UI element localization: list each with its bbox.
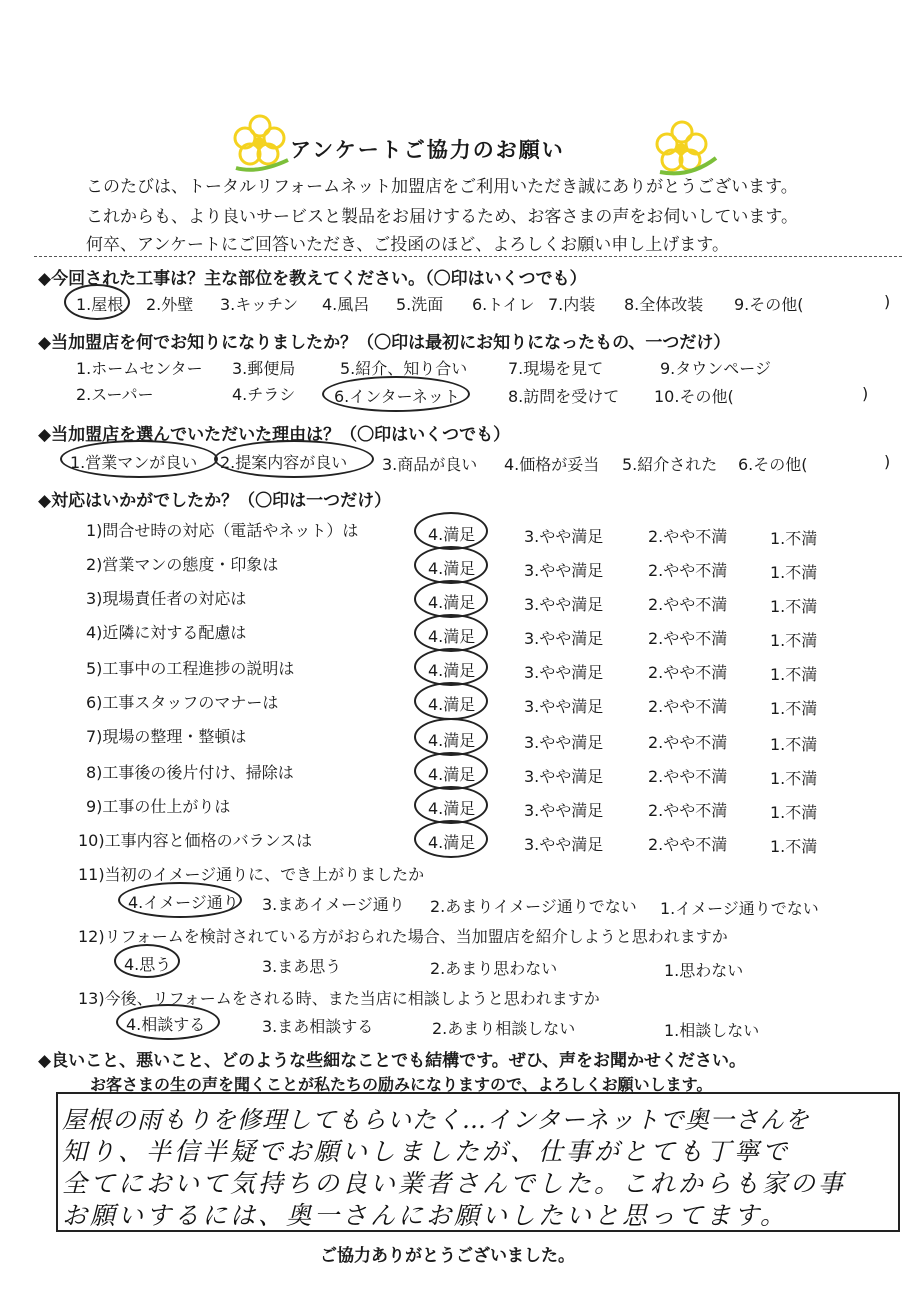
option-not-really[interactable]: 2.あまり思わない <box>430 959 558 978</box>
thanks-message: ご協力ありがとうございました。 <box>320 1246 575 1266</box>
option-unsatisfied[interactable]: 1.不満 <box>770 529 818 548</box>
option-unlikely-consult[interactable]: 2.あまり相談しない <box>432 1019 576 1038</box>
option-unsatisfied[interactable]: 1.不満 <box>770 837 818 856</box>
option-satisfied[interactable]: 4.満足 <box>428 661 476 680</box>
option-full-renovation[interactable]: 8.全体改装 <box>624 295 704 314</box>
paren-close: ) <box>884 452 891 471</box>
option-satisfied[interactable]: 4.満足 <box>428 627 476 646</box>
option-exterior-wall[interactable]: 2.外壁 <box>146 295 194 314</box>
option-somewhat-unsatisfied[interactable]: 2.やや不満 <box>648 697 728 716</box>
option-good-product[interactable]: 3.商品が良い <box>382 455 478 474</box>
question-expectation: 11)当初のイメージ通りに、でき上がりましたか <box>78 865 425 884</box>
option-flyer[interactable]: 4.チラシ <box>232 385 296 404</box>
option-supermarket[interactable]: 2.スーパー <box>76 385 154 404</box>
option-wont-consult[interactable]: 1.相談しない <box>664 1021 760 1040</box>
option-satisfied[interactable]: 4.満足 <box>428 559 476 578</box>
question-consult-again: 13)今後、リフォームをされる時、また当店に相談しようと思われますか <box>78 989 600 1008</box>
row-label: 1)問合せ時の対応（電話やネット）は <box>86 521 359 540</box>
page-title: アンケートご協力のお願い <box>290 138 565 162</box>
option-satisfied[interactable]: 4.満足 <box>428 695 476 714</box>
option-somewhat-satisfied[interactable]: 3.やや満足 <box>524 527 604 546</box>
option-somewhat-satisfied[interactable]: 3.やや満足 <box>524 595 604 614</box>
option-kitchen[interactable]: 3.キッチン <box>220 295 299 314</box>
option-good-proposal[interactable]: 2.提案内容が良い <box>220 453 348 472</box>
question-reason: ◆当加盟店を選んでいただいた理由は？（〇印はいくつでも） <box>38 425 511 445</box>
option-bath[interactable]: 4.風呂 <box>322 295 370 314</box>
option-satisfied[interactable]: 4.満足 <box>428 833 476 852</box>
row-label: 8)工事後の後片付け、掃除は <box>86 763 294 782</box>
option-referral[interactable]: 5.紹介、知り合い <box>340 359 468 378</box>
option-somewhat-satisfied[interactable]: 3.やや満足 <box>524 697 604 716</box>
comment-prompt: ◆良いこと、悪いこと、どのような些細なことでも結構です。ぜひ、声をお聞かせください。 <box>38 1051 747 1071</box>
option-somewhat-satisfied[interactable]: 3.やや満足 <box>524 663 604 682</box>
option-somewhat-unsatisfied[interactable]: 2.やや不満 <box>648 767 728 786</box>
divider <box>34 256 902 257</box>
row-label: 6)工事スタッフのマナーは <box>86 693 279 712</box>
option-somewhat-satisfied[interactable]: 3.やや満足 <box>524 767 604 786</box>
row-label: 10)工事内容と価格のバランスは <box>78 831 313 850</box>
question-how-known: ◆当加盟店を何でお知りになりましたか？（〇印は最初にお知りになったもの、一つだけ） <box>38 333 731 353</box>
option-satisfied[interactable]: 4.満足 <box>428 765 476 784</box>
option-somewhat-unsatisfied[interactable]: 2.やや不満 <box>648 835 728 854</box>
row-label: 4)近隣に対する配慮は <box>86 623 247 642</box>
option-unsatisfied[interactable]: 1.不満 <box>770 631 818 650</box>
option-not-expected[interactable]: 1.イメージ通りでない <box>660 899 819 918</box>
option-satisfied[interactable]: 4.満足 <box>428 731 476 750</box>
option-somewhat-unsatisfied[interactable]: 2.やや不満 <box>648 733 728 752</box>
option-interior[interactable]: 7.内装 <box>548 295 596 314</box>
option-saw-site[interactable]: 7.現場を見て <box>508 359 604 378</box>
row-label: 3)現場責任者の対応は <box>86 589 247 608</box>
option-other[interactable]: 10.その他( <box>654 387 734 406</box>
option-somewhat-unsatisfied[interactable]: 2.やや不満 <box>648 595 728 614</box>
intro-line: このたびは、トータルリフォームネット加盟店をご利用いただき誠にありがとうございます。 <box>86 177 798 197</box>
option-referred[interactable]: 5.紹介された <box>622 455 718 474</box>
option-somewhat-yes[interactable]: 3.まあ思う <box>262 957 342 976</box>
option-washroom[interactable]: 5.洗面 <box>396 295 444 314</box>
option-fair-price[interactable]: 4.価格が妥当 <box>504 455 600 474</box>
option-satisfied[interactable]: 4.満足 <box>428 525 476 544</box>
option-other[interactable]: 6.その他( <box>738 455 808 474</box>
option-toilet[interactable]: 6.トイレ <box>472 295 535 314</box>
option-internet[interactable]: 6.インターネット <box>334 387 460 406</box>
option-somewhat-unsatisfied[interactable]: 2.やや不満 <box>648 663 728 682</box>
option-visit[interactable]: 8.訪問を受けて <box>508 387 620 406</box>
option-somewhat-satisfied[interactable]: 3.やや満足 <box>524 835 604 854</box>
question-work-type: ◆今回された工事は？主な部位を教えてください。（〇印はいくつでも） <box>38 269 587 289</box>
intro-line: これからも、より良いサービスと製品をお届けするため、お客さまの声をお伺いしています。 <box>86 207 798 227</box>
handwritten-line: 全てにおいて気持ちの良い業者さんでした。これからも家の事 <box>62 1169 847 1198</box>
option-post-office[interactable]: 3.郵便局 <box>232 359 296 378</box>
option-unsatisfied[interactable]: 1.不満 <box>770 563 818 582</box>
option-somewhat-unsatisfied[interactable]: 2.やや不満 <box>648 561 728 580</box>
option-no[interactable]: 1.思わない <box>664 961 744 980</box>
comment-prompt-sub: お客さまの生の声を聞くことが私たちの励みになりますので、よろしくお願いします。 <box>90 1075 713 1094</box>
row-label: 5)工事中の工程進捗の説明は <box>86 659 295 678</box>
option-unsatisfied[interactable]: 1.不満 <box>770 803 818 822</box>
option-unsatisfied[interactable]: 1.不満 <box>770 597 818 616</box>
row-label: 9)工事の仕上がりは <box>86 797 231 816</box>
flower-left-icon <box>228 112 298 174</box>
option-somewhat-unsatisfied[interactable]: 2.やや不満 <box>648 801 728 820</box>
option-somewhat-satisfied[interactable]: 3.やや満足 <box>524 561 604 580</box>
option-somewhat-satisfied[interactable]: 3.やや満足 <box>524 629 604 648</box>
option-town-page[interactable]: 9.タウンページ <box>660 359 771 378</box>
option-not-quite-expected[interactable]: 2.あまりイメージ通りでない <box>430 897 637 916</box>
option-somewhat-satisfied[interactable]: 3.やや満足 <box>524 801 604 820</box>
option-will-consult[interactable]: 4.相談する <box>126 1015 206 1034</box>
option-as-expected[interactable]: 4.イメージ通り <box>128 893 239 912</box>
handwritten-line: 知り、半信半疑でお願いしましたが、仕事がとても丁寧で <box>62 1137 791 1166</box>
intro-line: 何卒、アンケートにご回答いただき、ご投函のほど、よろしくお願い申し上げます。 <box>86 235 729 255</box>
option-unsatisfied[interactable]: 1.不満 <box>770 769 818 788</box>
option-good-sales[interactable]: 1.営業マンが良い <box>70 453 198 472</box>
flower-right-icon <box>650 118 720 180</box>
option-home-center[interactable]: 1.ホームセンター <box>76 359 203 378</box>
option-unsatisfied[interactable]: 1.不満 <box>770 665 818 684</box>
option-somewhat-unsatisfied[interactable]: 2.やや不満 <box>648 629 728 648</box>
handwritten-line: お願いするには、奥一さんにお願いしたいと思ってます。 <box>62 1201 789 1230</box>
option-maybe-consult[interactable]: 3.まあ相談する <box>262 1017 374 1036</box>
row-label: 2)営業マンの態度・印象は <box>86 555 279 574</box>
row-label: 7)現場の整理・整頓は <box>86 727 247 746</box>
option-mostly-expected[interactable]: 3.まあイメージ通り <box>262 895 405 914</box>
option-somewhat-unsatisfied[interactable]: 2.やや不満 <box>648 527 728 546</box>
option-other[interactable]: 9.その他( <box>734 295 804 314</box>
option-roof[interactable]: 1.屋根 <box>76 295 124 314</box>
option-unsatisfied[interactable]: 1.不満 <box>770 735 818 754</box>
question-recommend: 12)リフォームを検討されている方がおられた場合、当加盟店を紹介しようと思われますか <box>78 927 728 946</box>
option-satisfied[interactable]: 4.満足 <box>428 593 476 612</box>
option-somewhat-satisfied[interactable]: 3.やや満足 <box>524 733 604 752</box>
question-satisfaction: ◆対応はいかがでしたか？（〇印は一つだけ） <box>38 491 392 511</box>
paren-close: ) <box>862 384 869 403</box>
option-unsatisfied[interactable]: 1.不満 <box>770 699 818 718</box>
handwritten-line: 屋根の雨もりを修理してもらいたく…インターネットで奥一さんを <box>62 1106 810 1134</box>
paren-close: ) <box>884 292 891 311</box>
option-yes[interactable]: 4.思う <box>124 955 172 974</box>
option-satisfied[interactable]: 4.満足 <box>428 799 476 818</box>
